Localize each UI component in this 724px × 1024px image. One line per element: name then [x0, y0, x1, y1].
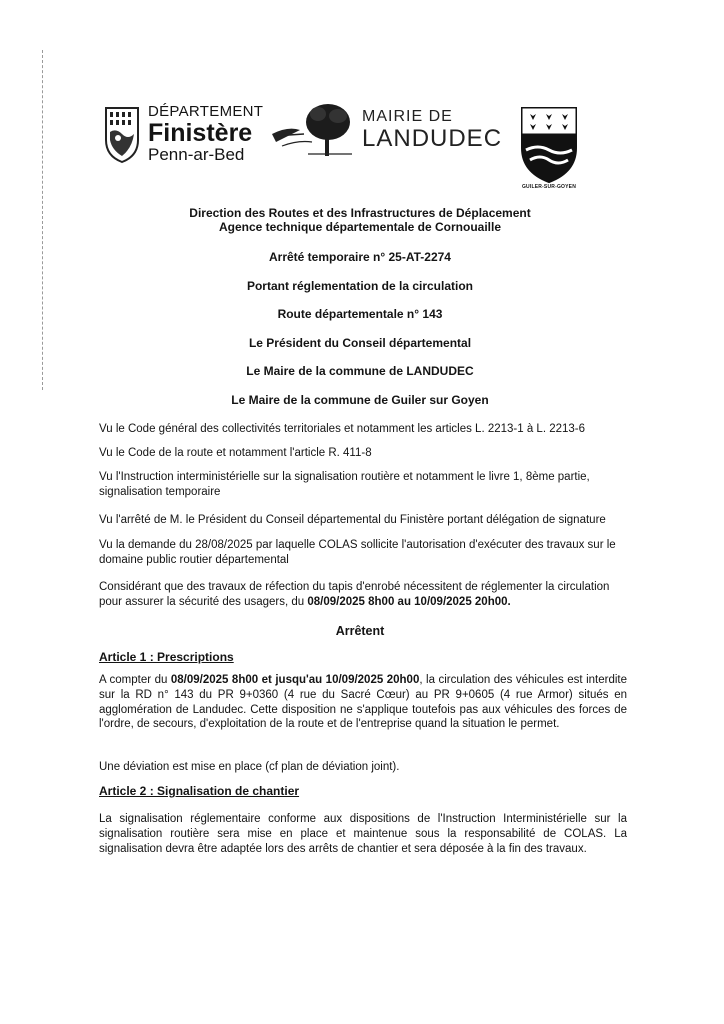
- finistere-dept-label: DÉPARTEMENT: [148, 103, 264, 120]
- maire-landudec-heading: Le Maire de la commune de LANDUDEC: [246, 364, 474, 378]
- article1-dates: 08/09/2025 8h00 et jusqu'au 10/09/2025 20h00: [170, 674, 420, 686]
- article1-deviation: Une déviation est mise en place (cf plan de déviation joint).: [99, 761, 400, 773]
- landudec-logo: [268, 100, 503, 160]
- scan-margin-line: [42, 50, 44, 390]
- finistere-logo: [104, 104, 264, 168]
- finistere-crest-icon: [104, 106, 140, 164]
- considerant-text: Considérant que des travaux de réfection du tapis d'enrobé nécessitent de réglementer la circulation pour assurer la sécurité des usagers, du: [99, 581, 610, 608]
- visa-delegation: Vu l'arrêté de M. le Président du Conseil départemental du Finistère portant délégation de signature: [99, 514, 606, 526]
- article2-title: Article 2 : Signalisation de chantier: [99, 784, 300, 798]
- landudec-mairie-label: MAIRIE DE: [362, 108, 453, 125]
- guiler-caption: GUILER-SUR-GOYEN: [521, 184, 577, 190]
- article2-body: La signalisation réglementaire conforme aux dispositions de l'Instruction Interministérielle sur la signalisation routière sera mise en place et maintenue sous la responsabilité de COLAS. La signalisation devra être adaptée lors des arrêts de chantier et sera déposée à la fin des travaux.: [99, 813, 627, 855]
- guiler-shield-icon: [518, 104, 580, 184]
- guiler-crest: [518, 98, 580, 194]
- visa-demande: Vu la demande du 28/08/2025 par laquelle COLAS sollicite l'autorisation d'exécuter des travaux sur le domaine public routier départemental: [99, 539, 616, 566]
- visa-instruction: Vu l'Instruction interministérielle sur la signalisation routière et notamment le livre 1, 8ème partie, signalisation temporaire: [99, 471, 590, 498]
- considerant-paragraph: [99, 580, 627, 610]
- visa-cgct: Vu le Code général des collectivités territoriales et notamment les articles L. 2213-1 à L. 2213-6: [99, 423, 586, 435]
- route-heading: Route départementale n° 143: [277, 307, 443, 321]
- finistere-name: Finistère: [148, 119, 253, 147]
- article1-body: [99, 673, 627, 732]
- article1-lead: A compter du: [99, 674, 171, 686]
- arretent-heading: Arrêtent: [335, 624, 385, 638]
- arrete-subject: Portant réglementation de la circulation: [246, 279, 474, 293]
- visa-code-route: Vu le Code de la route et notamment l'article R. 411-8: [99, 447, 372, 459]
- article1-text: , la circulation des véhicules est interdite sur la RD n° 143 du PR 9+0360 (4 rue du Sacré Cœur) au PR 9+0605 (4 rue Armor) situés en agglomération de Landudec. Cette disposition ne s'applique toutefois pas aux véhicules des forces de l'ordre, de secours, d'exploitation de la route et de l'entreprise quand la situation le permet.: [99, 674, 628, 731]
- president-heading: Le Président du Conseil départemental: [248, 336, 472, 350]
- direction-heading: Direction des Routes et des Infrastructures de Déplacement: [189, 206, 531, 220]
- considerant-dates: 08/09/2025 8h00 au 10/09/2025 20h00.: [307, 595, 511, 608]
- landudec-name: LANDUDEC: [362, 125, 503, 152]
- arrete-number: Arrêté temporaire n° 25-AT-2274: [269, 250, 451, 264]
- agency-heading: Agence technique départementale de Cornouaille: [218, 220, 502, 234]
- article1-title: Article 1 : Prescriptions: [99, 650, 234, 664]
- finistere-subtitle: Penn-ar-Bed: [148, 145, 245, 164]
- maire-guiler-heading: Le Maire de la commune de Guiler sur Goyen: [231, 393, 489, 407]
- tree-bird-icon: [268, 100, 358, 160]
